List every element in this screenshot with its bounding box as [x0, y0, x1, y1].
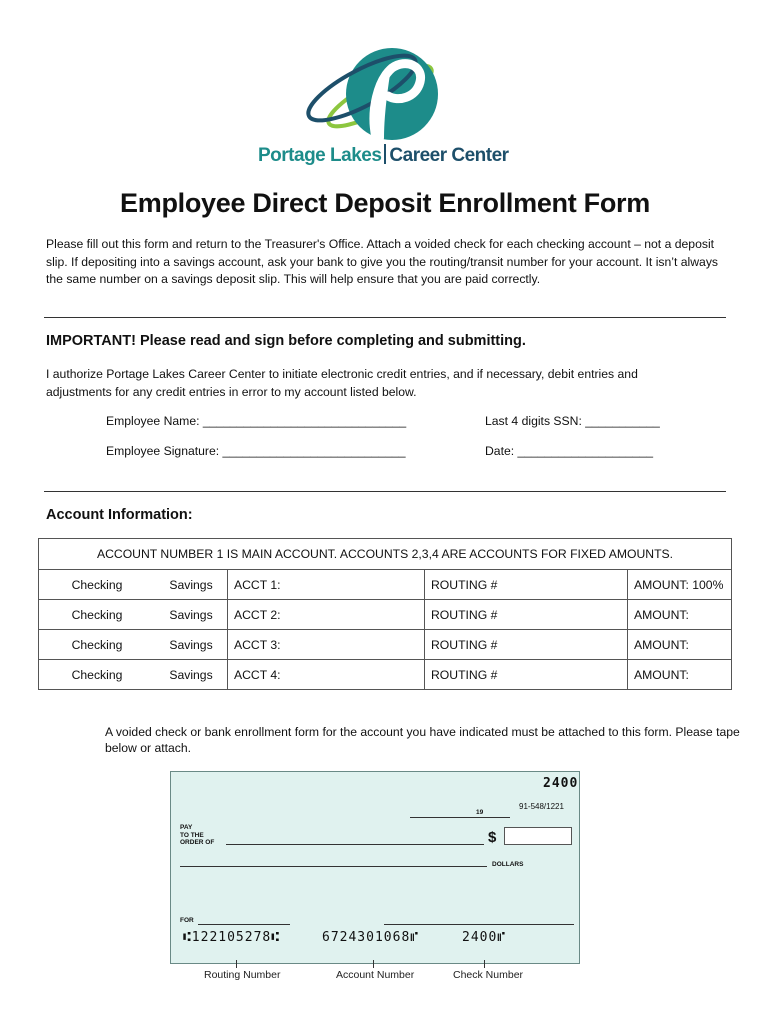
- micr-check-number: 2400⑈: [462, 930, 507, 945]
- account-number-cell[interactable]: ACCT 4:: [228, 660, 425, 690]
- savings-option[interactable]: Savings: [155, 630, 228, 660]
- amount-box: [504, 827, 572, 845]
- ssn-field[interactable]: Last 4 digits SSN: ___________: [485, 414, 660, 428]
- brand-separator: [384, 144, 386, 164]
- account-table: [38, 538, 732, 690]
- account-note: ACCOUNT NUMBER 1 IS MAIN ACCOUNT. ACCOUNTS 2,3,4 ARE ACCOUNTS FOR FIXED AMOUNTS.: [39, 539, 732, 570]
- important-heading: IMPORTANT! Please read and sign before completing and submitting.: [46, 333, 526, 349]
- memo-label: FOR: [180, 917, 194, 924]
- checking-option[interactable]: Checking: [39, 600, 156, 630]
- caption-pointer: [373, 960, 374, 968]
- section-divider: [44, 491, 726, 492]
- authorization-paragraph: I authorize Portage Lakes Career Center to initiate electronic credit entries, and if necessary, debit entries and adjustments for any credit entries in error to my account listed below.: [46, 367, 638, 399]
- account-number-caption: Account Number: [336, 969, 415, 981]
- checking-option[interactable]: Checking: [39, 570, 156, 600]
- memo-line: [198, 924, 290, 925]
- brand-name-part1: Portage Lakes: [258, 145, 382, 166]
- check-fraction: 91-548/1221: [519, 802, 564, 811]
- table-row: [39, 630, 732, 660]
- account-number-cell[interactable]: ACCT 1:: [228, 570, 425, 600]
- brand-name: [258, 144, 509, 167]
- pay-label-line: TO THE: [180, 831, 204, 839]
- savings-option[interactable]: Savings: [155, 660, 228, 690]
- checking-option[interactable]: Checking: [39, 630, 156, 660]
- amount-cell[interactable]: AMOUNT:: [628, 600, 732, 630]
- intro-paragraph: Please fill out this form and return to the Treasurer's Office. Attach a voided check for each checking account – not a deposit slip. If depositing into a savings account, ask your bank to give you the routing/transit number for your account. It isn’t always the same number on a savings deposit slip. This will help ensure that you are paid correctly.: [46, 237, 719, 286]
- check-signature-line: [384, 924, 574, 925]
- account-info-heading: Account Information:: [46, 507, 193, 523]
- routing-number-cell[interactable]: ROUTING #: [425, 600, 628, 630]
- amount-cell[interactable]: AMOUNT:: [628, 630, 732, 660]
- dollars-line: [180, 866, 487, 867]
- checking-option[interactable]: Checking: [39, 660, 156, 690]
- voided-check-note: A voided check or bank enrollment form for the account you have indicated must be attached to this form. Please tape below or attach.: [105, 725, 740, 755]
- pay-to-label: [180, 824, 214, 847]
- routing-number-cell[interactable]: ROUTING #: [425, 660, 628, 690]
- dollar-sign: $: [488, 829, 497, 846]
- brand-name-part2: Career Center: [389, 145, 509, 166]
- table-row: [39, 600, 732, 630]
- account-number-cell[interactable]: ACCT 3:: [228, 630, 425, 660]
- check-number: 2400: [543, 776, 579, 791]
- payee-line: [226, 844, 484, 845]
- routing-number-cell[interactable]: ROUTING #: [425, 630, 628, 660]
- caption-pointer: [484, 960, 485, 968]
- amount-cell[interactable]: AMOUNT:: [628, 660, 732, 690]
- amount-cell[interactable]: AMOUNT: 100%: [628, 570, 732, 600]
- check-date-line: [410, 817, 510, 818]
- date-field[interactable]: Date: ____________________: [485, 444, 654, 458]
- dollars-label: DOLLARS: [492, 861, 524, 868]
- portage-lakes-logo-icon: [300, 40, 460, 150]
- pay-label-line: ORDER OF: [180, 839, 215, 846]
- savings-option[interactable]: Savings: [155, 570, 228, 600]
- table-row: [39, 570, 732, 600]
- check-number-caption: Check Number: [453, 969, 524, 981]
- routing-number-cell[interactable]: ROUTING #: [425, 570, 628, 600]
- account-note-row: [39, 539, 732, 570]
- pay-label-line: PAY: [180, 824, 193, 831]
- savings-option[interactable]: Savings: [155, 600, 228, 630]
- employee-signature-field[interactable]: Employee Signature: ___________________________: [106, 444, 406, 458]
- employee-name-field[interactable]: Employee Name: ______________________________: [106, 414, 407, 428]
- section-divider: [44, 317, 726, 318]
- table-row: [39, 660, 732, 690]
- form-title: Employee Direct Deposit Enrollment Form: [120, 188, 650, 218]
- micr-account-number: 6724301068⑈: [322, 930, 420, 945]
- check-year-prefix: 19: [476, 809, 484, 816]
- micr-routing-number: ⑆122105278⑆: [183, 930, 281, 945]
- caption-pointer: [236, 960, 237, 968]
- routing-number-caption: Routing Number: [204, 969, 281, 981]
- account-number-cell[interactable]: ACCT 2:: [228, 600, 425, 630]
